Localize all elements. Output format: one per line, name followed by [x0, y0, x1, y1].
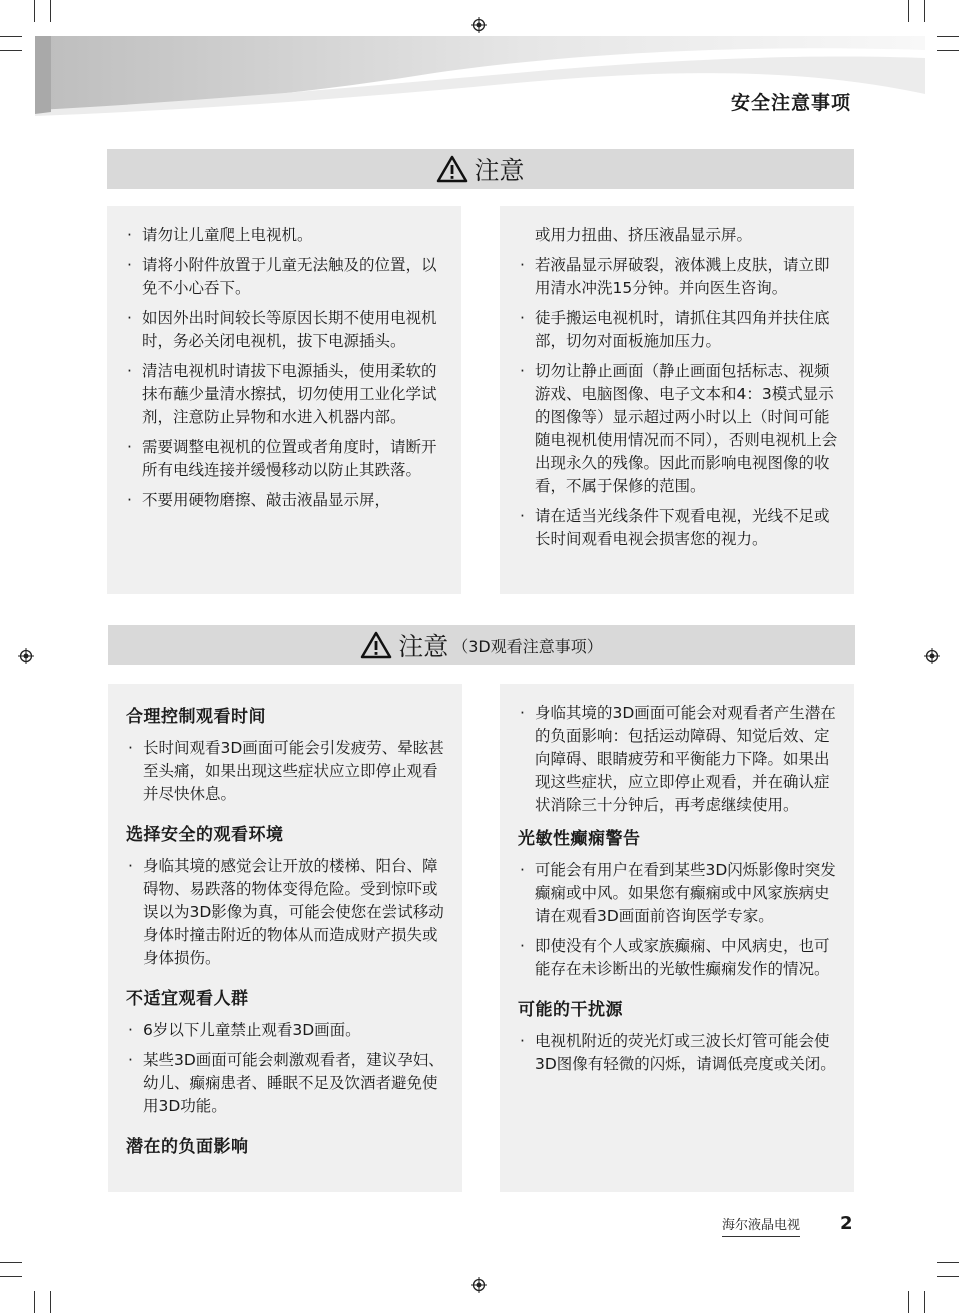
- warning-triangle-icon: [360, 631, 392, 659]
- section-title: 安全注意事项: [730, 92, 851, 114]
- list-item: · 清洁电视机时请拔下电源插头，使用柔软的抹布蘸少量清水擦拭，切勿使用工业化学试剂，注意防止异物和水进入机器内部。: [125, 360, 445, 429]
- crop-mark: [0, 1276, 22, 1277]
- list-item: · 即使没有个人或家族癫痫、中风病史，也可能存在未诊断出的光敏性癫痫发作的情况。: [518, 935, 838, 981]
- crop-mark: [0, 36, 22, 37]
- crop-mark: [924, 1291, 925, 1313]
- crop-mark: [937, 1276, 959, 1277]
- list-item: · 需要调整电视机的位置或者角度时，请断开所有电线连接并缓慢移动以防止其跌落。: [125, 436, 445, 482]
- registration-mark-icon: [471, 1277, 487, 1293]
- caution-panel-left: [107, 206, 461, 594]
- list-item: · 某些3D画面可能会刺激观看者，建议孕妇、幼儿、癫痫患者、睡眠不足及饮酒者避免使用3D功能。: [126, 1049, 446, 1118]
- list-item: · 电视机附近的荧光灯或三波长灯管可能会使3D图像有轻微的闪烁，请调低亮度或关闭。: [518, 1030, 838, 1076]
- group: [126, 820, 446, 970]
- caution-3d-panel-left: [108, 684, 462, 1192]
- registration-mark-icon: [924, 648, 940, 664]
- caution-3d-subtitle: （3D观看注意事项）: [452, 636, 603, 656]
- caution-3d-banner: [108, 625, 855, 665]
- group: [126, 702, 446, 806]
- registration-mark-icon: [18, 648, 34, 664]
- crop-mark: [34, 1291, 35, 1313]
- group-heading: 不适宜观看人群: [126, 989, 249, 1009]
- list-item: · 长时间观看3D画面可能会引发疲劳、晕眩甚至头痛，如果出现这些症状应立即停止观看并尽快休息。: [126, 737, 446, 806]
- group: [518, 995, 838, 1076]
- group: [518, 824, 838, 981]
- list-item: · 可能会有用户在看到某些3D闪烁影像时突发癫痫或中风。如果您有癫痫或中风家族病史请在观看3D画面前咨询医学专家。: [518, 859, 838, 928]
- crop-mark: [0, 1262, 22, 1263]
- list-item: · 切勿让静止画面（静止画面包括标志、视频游戏、电脑图像、电子文本和4：3模式显示的图像等）显示超过两小时以上（时间可能随电视机使用情况而不同），否则电视机上会出现永久的残像。因此而影响电视图像的收看，不属于保修的范围。: [518, 360, 838, 498]
- page-number: 2: [840, 1213, 853, 1234]
- crop-mark: [50, 1291, 51, 1313]
- list-item: · 徒手搬运电视机时，请抓住其四角并扶住底部，切勿对面板施加压力。: [518, 307, 838, 353]
- group-heading: 选择安全的观看环境: [126, 825, 284, 845]
- crop-mark: [908, 0, 909, 22]
- list-item: · 身临其境的感觉会让开放的楼梯、阳台、障碍物、易跌落的物体变得危险。受到惊吓或误以为3D影像为真，可能会使您在尝试移动身体时撞击附近的物体从而造成财产损失或身体损伤。: [126, 855, 446, 970]
- crop-mark: [924, 0, 925, 22]
- caution-3d-title: 注意: [398, 632, 449, 661]
- crop-mark: [937, 1262, 959, 1263]
- group-heading: 可能的干扰源: [518, 1000, 623, 1020]
- crop-mark: [937, 36, 959, 37]
- list-item: · 6岁以下儿童禁止观看3D画面。: [126, 1019, 446, 1042]
- list-item: · 请在适当光线条件下观看电视，光线不足或长时间观看电视会损害您的视力。: [518, 505, 838, 551]
- group-heading: 合理控制观看时间: [126, 707, 266, 727]
- group-heading: 光敏性癫痫警告: [518, 829, 641, 849]
- list-item: · 身临其境的3D画面可能会对观看者产生潜在的负面影响：包括运动障碍、知觉后效、定向障碍、眼睛疲劳和平衡能力下降。如果出现这些症状，应立即停止观看，并在确认症状消除三十分钟后，再考虑继续使用。: [518, 702, 838, 817]
- caution-3d-panel-right: [500, 684, 854, 1192]
- list-item: · 不要用硬物磨擦、敲击液晶显示屏，: [125, 489, 445, 512]
- warning-triangle-icon: [436, 155, 468, 183]
- caution-title: 注意: [474, 156, 525, 185]
- caution-panel-right: [500, 206, 854, 594]
- crop-mark: [50, 0, 51, 22]
- crop-mark: [0, 50, 22, 51]
- crop-mark: [908, 1291, 909, 1313]
- registration-mark-icon: [471, 17, 487, 33]
- group: [126, 984, 446, 1118]
- list-item: · 请勿让儿童爬上电视机。: [125, 224, 445, 247]
- crop-mark: [34, 0, 35, 22]
- list-item-continuation: 或用力扭曲、挤压液晶显示屏。: [535, 226, 753, 244]
- list-item: · 请将小附件放置于儿童无法触及的位置，以免不小心吞下。: [125, 254, 445, 300]
- group: [126, 1132, 446, 1157]
- crop-mark: [937, 50, 959, 51]
- list-item: · 若液晶显示屏破裂，液体溅上皮肤，请立即用清水冲洗15分钟。并向医生咨询。: [518, 254, 838, 300]
- group-heading: 潜在的负面影响: [126, 1137, 249, 1157]
- footer-brand: 海尔液晶电视: [722, 1214, 800, 1237]
- caution-banner: [107, 149, 854, 189]
- list-item: · 如因外出时间较长等原因长期不使用电视机时，务必关闭电视机，拔下电源插头。: [125, 307, 445, 353]
